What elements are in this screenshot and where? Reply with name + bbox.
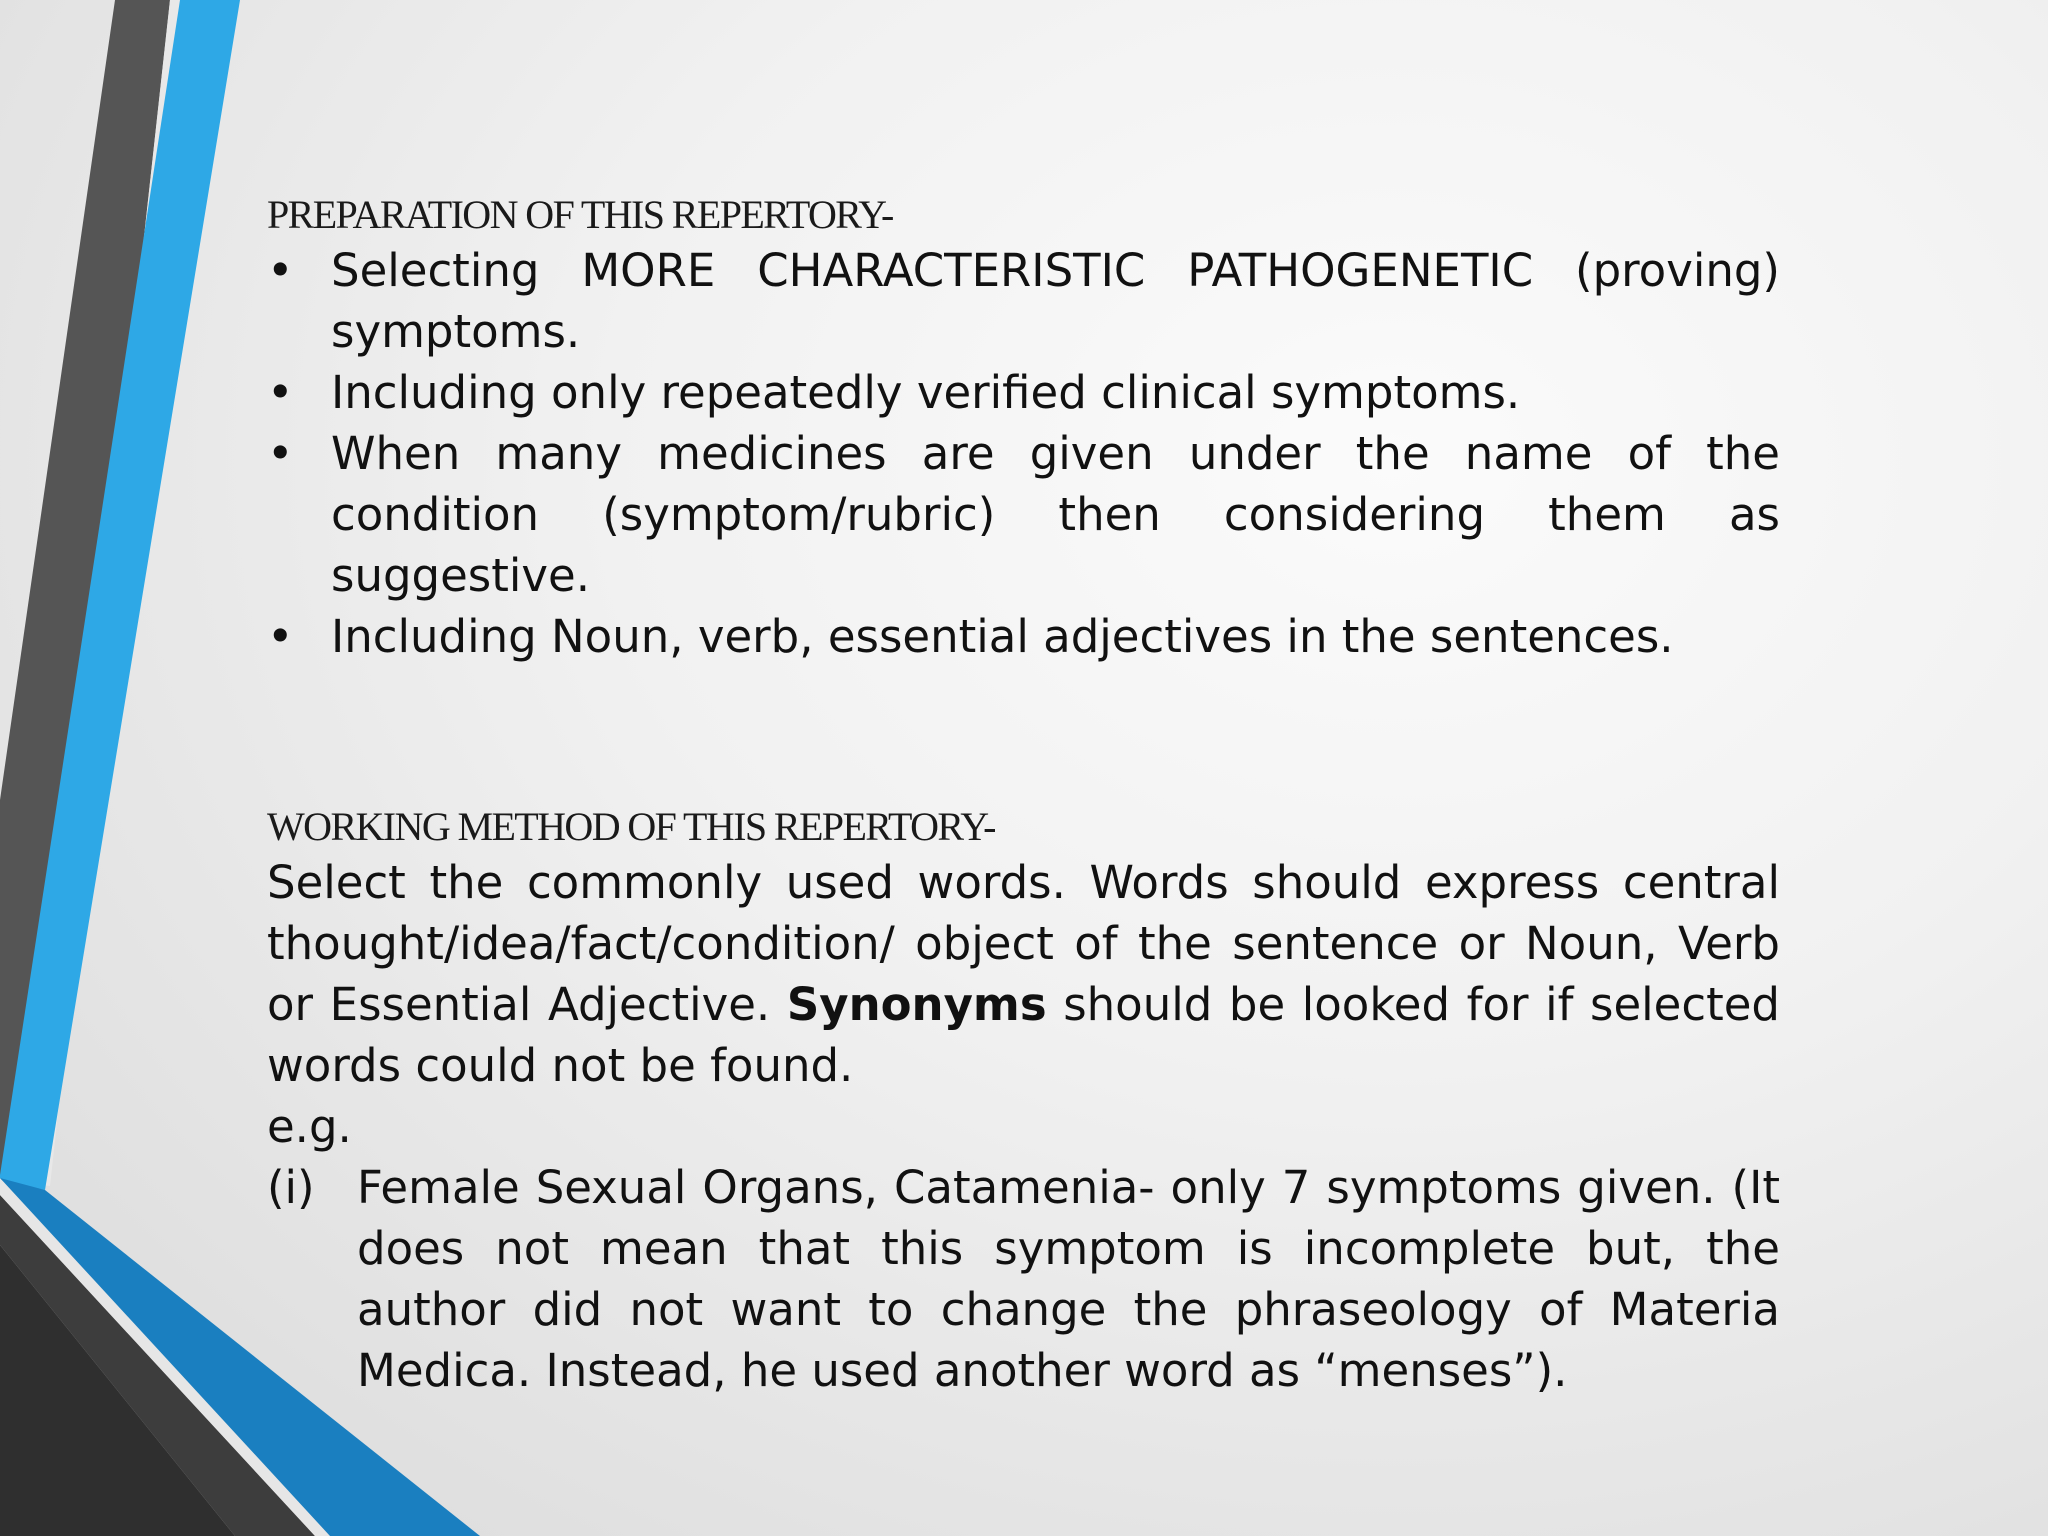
example-marker: (i) [267, 1161, 315, 1214]
list-item-text: Including only repeatedly verified clinical symptoms. [331, 366, 1521, 419]
section-spacer [267, 667, 1780, 802]
example-label: e.g. [267, 1100, 352, 1153]
list-item [267, 362, 1780, 423]
paragraph-text-part1: Select the commonly used words. Words should express central thought/idea/fact/condition/ object of the sentence or Noun, Verb or Essential Adjective. [267, 856, 1780, 1031]
slide-content [267, 190, 1780, 1401]
bullet-icon: • [267, 427, 294, 480]
paragraph-text-part2: should be looked for if selected words could not be found. [267, 978, 1780, 1092]
example-item [267, 1157, 1780, 1401]
bullet-icon: • [267, 366, 294, 419]
section-heading-working-method: WORKING METHOD OF THIS REPERTORY- [267, 804, 995, 849]
example-text: Female Sexual Organs, Catamenia- only 7 symptoms given. (It does not mean that this symptom is incomplete but, the author did not want to change the phraseology of Materia Medica. Instead, he used another word as “menses”). [357, 1161, 1780, 1397]
bullet-icon: • [267, 244, 294, 297]
list-item [267, 240, 1780, 362]
preparation-list [267, 240, 1780, 667]
synonyms-bold-term: Synonyms [786, 978, 1047, 1031]
list-item [267, 606, 1780, 667]
bullet-icon: • [267, 610, 294, 663]
working-method-paragraph [267, 852, 1780, 1096]
dark-vertical-stripe [0, 0, 170, 1185]
list-item-text: Selecting MORE CHARACTERISTIC PATHOGENETIC (proving) symptoms. [331, 244, 1780, 358]
list-item-text: Including Noun, verb, essential adjectives in the sentences. [331, 610, 1674, 663]
list-item-text: When many medicines are given under the name of the condition (symptom/rubric) then considering them as suggestive. [331, 427, 1780, 602]
section-heading-preparation: PREPARATION OF THIS REPERTORY- [267, 192, 893, 237]
list-item [267, 423, 1780, 606]
